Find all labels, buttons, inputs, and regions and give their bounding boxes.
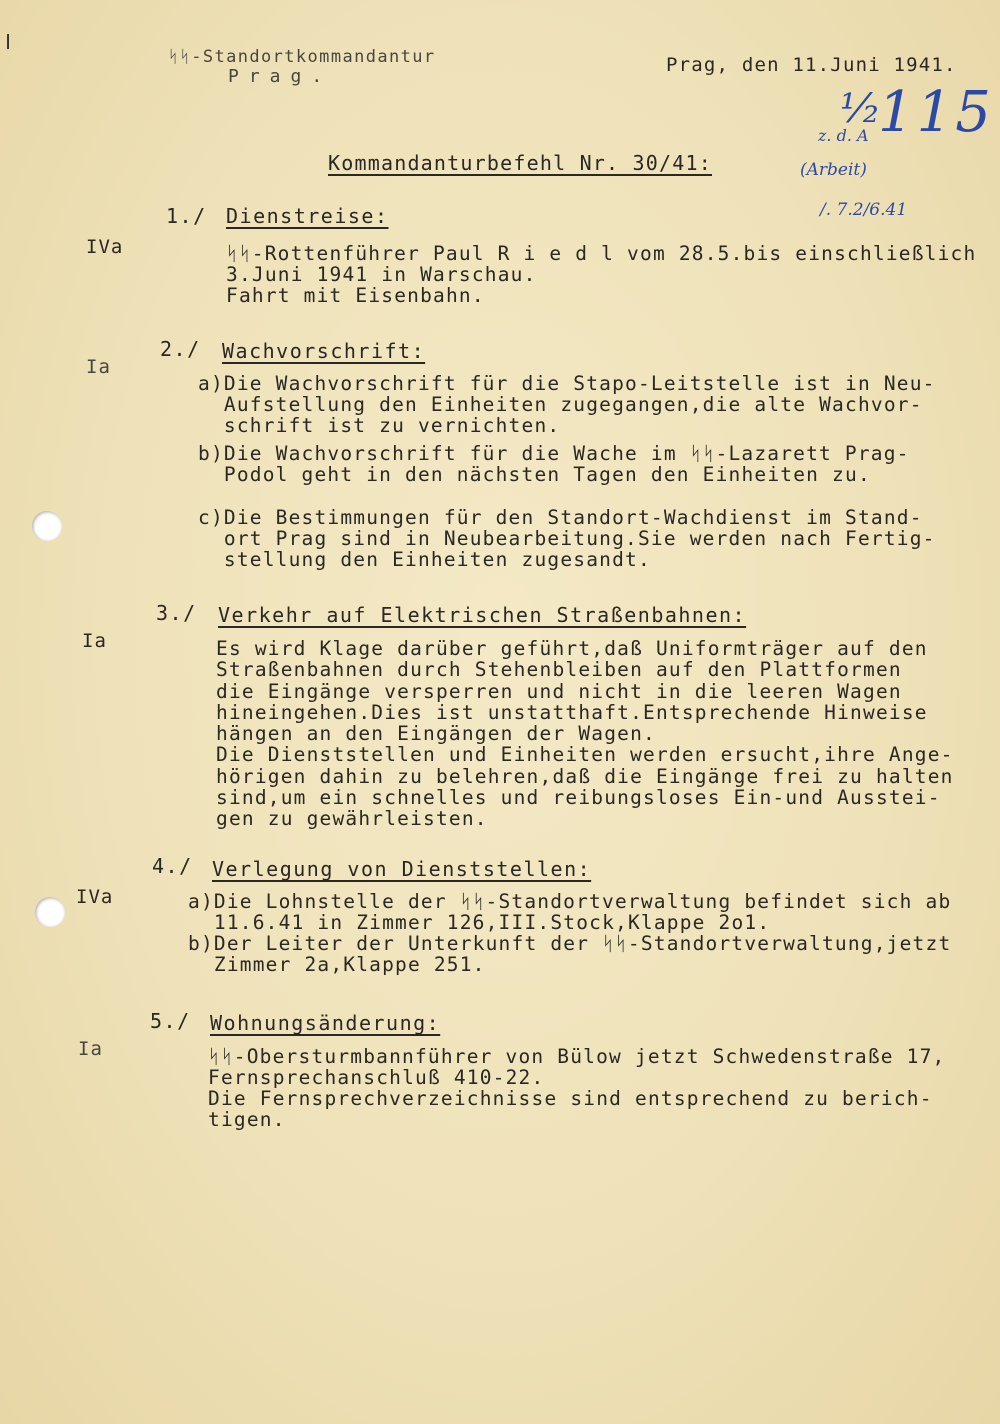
section-4-number: 4./ bbox=[152, 854, 193, 878]
office-line-1: ᛋᛋ-Standortkommandantur bbox=[168, 47, 436, 67]
section-2-number: 2./ bbox=[160, 337, 201, 361]
section-5-margin-code: Ia bbox=[78, 1038, 103, 1060]
punch-hole-bottom bbox=[35, 897, 65, 927]
section-3-margin-code: Ia bbox=[82, 630, 107, 652]
handwritten-note-3: /. 7.2/6.41 bbox=[820, 200, 908, 220]
section-2-margin-code: Ia bbox=[86, 356, 111, 378]
section-2-item-b: b)Die Wachvorschrift für die Wache im ᛋᛋ-Lazarett Prag- Podol geht in den nächsten Tagen den Einheiten zu. bbox=[198, 442, 910, 486]
handwritten-number: 115 bbox=[878, 80, 994, 145]
section-4-item-b: b)Der Leiter der Unterkunft der ᛋᛋ-Standortverwaltung,jetzt Zimmer 2a,Klappe 251. bbox=[188, 932, 952, 976]
document-title: Kommandanturbefehl Nr. 30/41: bbox=[328, 151, 712, 175]
section-2-heading: Wachvorschrift: bbox=[222, 339, 426, 363]
section-5-heading: Wohnungsänderung: bbox=[210, 1011, 441, 1035]
handwritten-fraction: ⅟₂ bbox=[840, 86, 879, 132]
section-5-number: 5./ bbox=[150, 1009, 191, 1033]
handwritten-note-1: z. d. A bbox=[818, 126, 869, 145]
section-3-heading: Verkehr auf Elektrischen Straßenbahnen: bbox=[218, 603, 747, 627]
section-1-number: 1./ bbox=[166, 204, 207, 228]
section-4-margin-code: IVa bbox=[76, 886, 114, 908]
section-5-body: ᛋᛋ-Obersturmbannführer von Bülow jetzt Schwedenstraße 17, Fernsprechanschluß 410-22. Die Fernsprechverzeichnisse sind entsprechend zu berich- tigen. bbox=[208, 1045, 946, 1131]
handwritten-note-2: (Arbeit) bbox=[800, 160, 867, 180]
section-1-heading: Dienstreise: bbox=[226, 204, 389, 228]
section-3-body: Es wird Klage darüber geführt,daß Uniformträger auf den Straßenbahnen durch Stehenbleiben auf den Plattformen die Eingänge versperren und nicht in die leeren Wagen hineingehen.Dies ist unstatthaft.Entsprechende Hinweise hängen an den Eingängen der Wagen. Die Dienststellen und Einheiten werden ersucht,ihre Ange- hörigen dahin zu belehren,daß die Eingänge frei zu halten sind,um ein schnelles und reibungsloses Ein-und Ausstei- gen zu gewährleisten. bbox=[216, 637, 954, 831]
office-line-2: Prag. bbox=[228, 66, 333, 87]
section-1-margin-code: IVa bbox=[86, 236, 124, 258]
section-4-item-a: a)Die Lohnstelle der ᛋᛋ-Standortverwaltung befindet sich ab 11.6.41 in Zimmer 126,III.Stock,Klappe 2o1. bbox=[188, 890, 952, 934]
document-date: Prag, den 11.Juni 1941. bbox=[666, 54, 957, 76]
corner-mark: ǀ bbox=[2, 30, 15, 54]
section-4-heading: Verlegung von Dienststellen: bbox=[212, 857, 592, 881]
section-2-item-a: a)Die Wachvorschrift für die Stapo-Leitstelle ist in Neu- Aufstellung den Einheiten zugegangen,die alte Wachvor- schrift ist zu vernichten. bbox=[198, 372, 936, 437]
section-1-body: ᛋᛋ-Rottenführer Paul R i e d l vom 28.5.bis einschließlich 3.Juni 1941 in Warschau. Fahrt mit Eisenbahn. bbox=[226, 242, 977, 307]
section-2-item-c: c)Die Bestimmungen für den Standort-Wachdienst im Stand- ort Prag sind in Neubearbeitung.Sie werden nach Fertig- stellung den Einheiten zugesandt. bbox=[198, 506, 936, 571]
punch-hole-top bbox=[32, 511, 62, 541]
section-3-number: 3./ bbox=[156, 601, 197, 625]
